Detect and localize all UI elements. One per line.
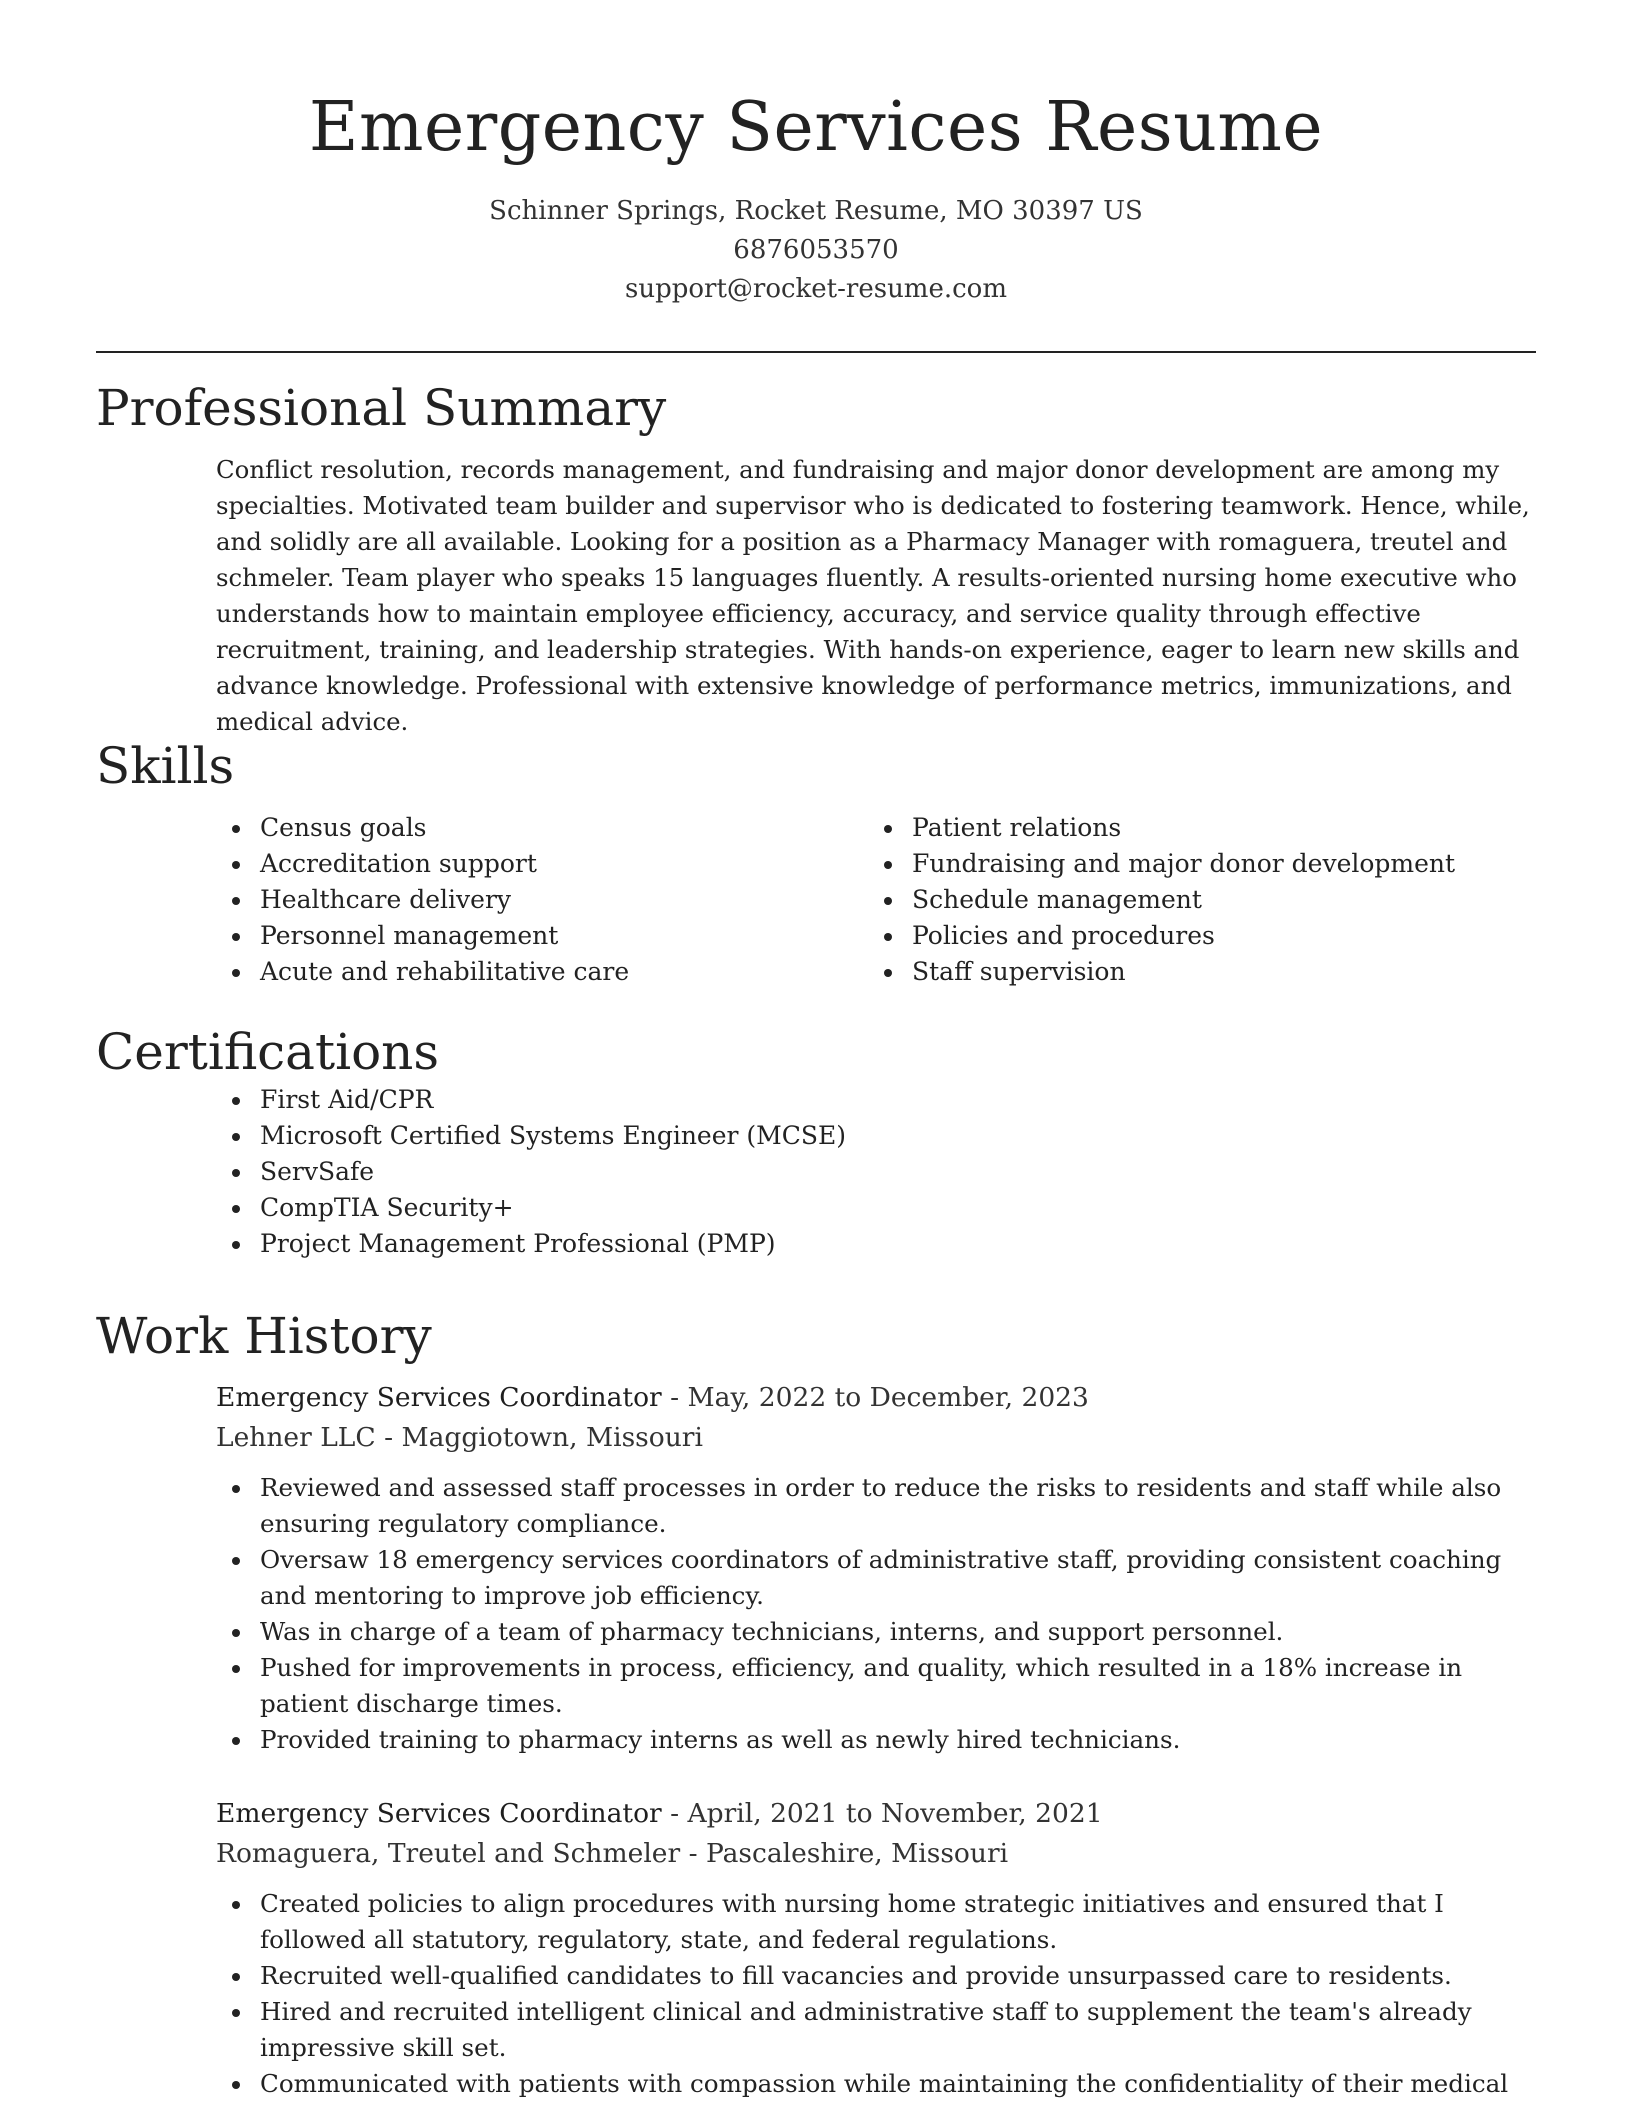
list-item: Schedule management [912, 882, 1466, 918]
skills-list-left [96, 810, 746, 990]
job-company: Romaguera, Treutel and Schmeler [216, 1838, 681, 1869]
list-item: CompTIA Security+ [260, 1190, 1536, 1226]
skills-column-right [746, 810, 1466, 990]
list-item: Fundraising and major donor development [912, 846, 1466, 882]
job-bullets [216, 1886, 1536, 2102]
resume-header [96, 0, 1536, 353]
job-company-line [216, 1834, 1536, 1874]
job-title: Emergency Services Coordinator [216, 1798, 662, 1829]
list-item: Census goals [260, 810, 746, 846]
list-item: Personnel management [260, 918, 746, 954]
section-title-summary: Professional Summary [96, 379, 667, 437]
list-item: Recruited well-qualified candidates to fill vacancies and provide unsurpassed care to residents. [260, 1958, 1536, 1994]
list-item: Pushed for improvements in process, efficiency, and quality, which resulted in a 18% increase in patient discharge times. [260, 1650, 1536, 1722]
list-item: Accreditation support [260, 846, 746, 882]
certifications-section [96, 1022, 1536, 1262]
skills-section [96, 736, 1536, 990]
job-entry [216, 1794, 1536, 2102]
job-title-line [216, 1794, 1536, 1834]
header-divider [96, 351, 1536, 353]
list-item: Was in charge of a team of pharmacy technicians, interns, and support personnel. [260, 1614, 1536, 1650]
list-item: Reviewed and assessed staff processes in order to reduce the risks to residents and staff while also ensuring regulatory compliance. [260, 1470, 1536, 1542]
contact-info [96, 192, 1536, 309]
list-item: Hired and recruited intelligent clinical and administrative staff to supplement the team's already impressive skill set. [260, 1994, 1536, 2066]
contact-address: Schinner Springs, Rocket Resume, MO 30397 US [489, 196, 1143, 226]
skills-list-right [746, 810, 1466, 990]
section-title-work-history: Work History [96, 1307, 432, 1365]
list-item: First Aid/CPR [260, 1082, 1536, 1118]
list-item: ServSafe [260, 1154, 1536, 1190]
job-bullets [216, 1470, 1536, 1758]
list-item: Acute and rehabilitative care [260, 954, 746, 990]
list-item: Microsoft Certified Systems Engineer (MCSE) [260, 1118, 1536, 1154]
job-entry [216, 1378, 1536, 1758]
job-location: - Maggiotown, Missouri [375, 1422, 703, 1453]
section-title-certifications: Certifications [96, 1023, 440, 1081]
list-item: Provided training to pharmacy interns as well as newly hired technicians. [260, 1722, 1536, 1758]
summary-text: Conflict resolution, records management, and fundraising and major donor development are among my specialties. Motivated team builder and supervisor who is dedicated to fostering teamwork. Hence, while, and solidly are all available. Looking for a position as a Pharmacy Manager with romaguera, treutel and schmeler. Team player who speaks 15 languages fluently. A results-oriented nursing home executive who understands how to maintain employee efficiency, accuracy, and service quality through effective recruitment, training, and leadership strategies. With hands-on experience, eager to learn new skills and advance knowledge. Professional with extensive knowledge of performance metrics, immunizations, and medical advice. [216, 455, 1530, 736]
job-title-line [216, 1378, 1536, 1418]
skills-grid [96, 810, 1536, 990]
list-item: Patient relations [912, 810, 1466, 846]
section-title-skills: Skills [96, 737, 235, 795]
list-item: Communicated with patients with compassion while maintaining the confidentiality of their medical [260, 2066, 1536, 2102]
list-item: Policies and procedures [912, 918, 1466, 954]
list-item: Project Management Professional (PMP) [260, 1226, 1536, 1262]
work-history-section [96, 1306, 1536, 2102]
job-location: - Pascaleshire, Missouri [680, 1838, 1009, 1869]
job-dates: - April, 2021 to November, 2021 [661, 1798, 1103, 1829]
job-company-line [216, 1418, 1536, 1458]
list-item: Created policies to align procedures with nursing home strategic initiatives and ensured that I followed all statutory, regulatory, state, and federal regulations. [260, 1886, 1536, 1958]
list-item: Oversaw 18 emergency services coordinators of administrative staff, providing consistent coaching and mentoring to improve job efficiency. [260, 1542, 1536, 1614]
list-item: Healthcare delivery [260, 882, 746, 918]
contact-email[interactable]: support@rocket-resume.com [624, 274, 1007, 304]
resume-title: Emergency Services Resume [308, 88, 1324, 167]
job-company: Lehner LLC [216, 1422, 376, 1453]
job-dates: - May, 2022 to December, 2023 [661, 1382, 1089, 1413]
skills-column-left [96, 810, 746, 990]
list-item: Staff supervision [912, 954, 1466, 990]
resume-page [96, 0, 1536, 2112]
professional-summary-section [96, 378, 1536, 740]
contact-phone: 6876053570 [733, 235, 899, 265]
job-title: Emergency Services Coordinator [216, 1382, 662, 1413]
certifications-list [96, 1082, 1536, 1262]
